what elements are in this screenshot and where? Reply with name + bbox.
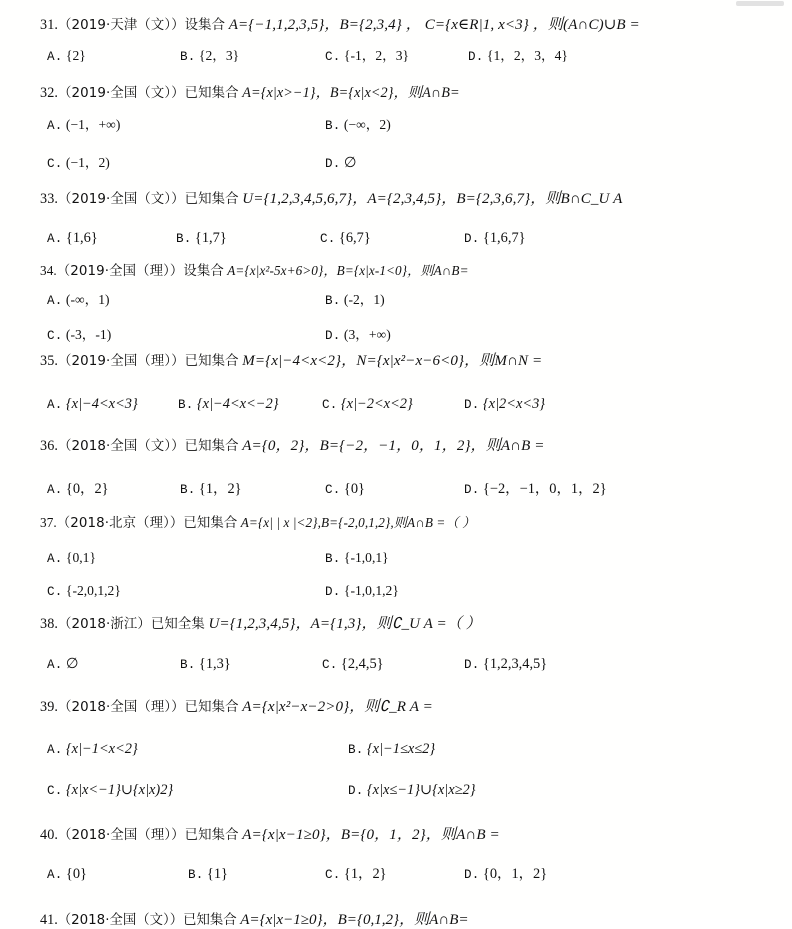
option-d-33[interactable] [464,230,526,247]
option-b-text-32: (−∞，2) [343,117,391,132]
question-formula-37: A={x| | x |<2},B={-2,0,1,2},则A∩B =（ ） [240,515,476,530]
option-a-label-34: A. [47,294,63,308]
options-row-40 [0,866,792,882]
option-c-32[interactable] [47,155,110,172]
option-c-39[interactable] [47,782,173,799]
scrollbar-nub[interactable] [736,1,784,6]
option-c-35[interactable] [322,396,413,413]
option-c-label-34: C. [47,329,63,343]
option-a-37[interactable] [47,550,96,567]
option-b-38[interactable] [180,656,231,673]
question-lead-39: 已知集合 [184,700,239,715]
question-formula-40: A={x|x−1≥0}，B={0，1，2}，则A∩B = [242,827,500,843]
option-d-label-39: D. [348,784,364,798]
question-source-39: （2018·全国（理）） [58,700,185,715]
question-stem-32 [40,85,460,103]
option-c-text-32: (−1，2) [65,155,110,170]
option-c-text-37: {-2,0,1,2} [65,583,121,598]
option-c-text-36: {0} [343,481,365,497]
option-b-31[interactable] [180,48,239,65]
option-c-text-40: {1，2} [343,866,387,882]
option-a-text-36: {0，2} [65,481,109,497]
question-lead-35: 已知集合 [184,354,239,369]
option-b-32[interactable] [325,117,391,134]
options-row-32-top [0,117,792,133]
options-row-39-top [0,741,792,757]
option-d-text-40: {0，1，2} [482,866,548,882]
question-number-41: 41. [40,912,58,928]
question-lead-37: 已知集合 [183,516,238,531]
option-c-label-36: C. [325,483,341,497]
option-d-37[interactable] [325,583,399,600]
question-number-40: 40. [40,827,59,843]
option-a-text-31: {2} [65,48,86,63]
question-source-40: （2018·全国（理）） [58,828,185,843]
option-b-36[interactable] [180,481,242,498]
question-stem-35 [40,352,542,371]
option-a-31[interactable] [47,48,86,65]
option-a-label-35: A. [47,398,63,412]
option-c-40[interactable] [325,866,387,883]
option-c-37[interactable] [47,583,121,600]
option-d-38[interactable] [464,656,547,673]
option-d-label-31: D. [468,50,484,64]
question-source-38: （2018·浙江） [58,617,151,632]
option-a-35[interactable] [47,396,138,413]
option-b-39[interactable] [348,741,435,758]
option-a-text-38: ∅ [65,656,79,672]
option-b-text-35: {x|−4<x<−2} [196,396,279,412]
option-a-text-35: {x|−4<x<3} [65,396,138,412]
option-b-label-33: B. [176,232,192,246]
option-a-text-40: {0} [65,866,87,882]
option-d-text-33: {1,6,7} [482,230,526,246]
option-d-34[interactable] [325,327,391,344]
option-a-label-39: A. [47,743,63,757]
option-d-32[interactable] [325,155,356,172]
option-b-label-40: B. [188,868,204,882]
option-a-39[interactable] [47,741,138,758]
option-c-34[interactable] [47,327,111,344]
option-c-text-39: {x|x<−1}∪{x|x)2} [65,782,174,798]
question-lead-31: 设集合 [184,18,226,33]
question-stem-41 [40,908,469,928]
question-source-32: （2019·全国（文）） [58,86,185,101]
option-c-text-38: {2,4,5} [340,656,384,672]
options-row-31 [0,48,792,64]
option-c-text-34: (-3，-1) [65,327,112,342]
question-source-41: （2018·全国（文）） [57,913,184,928]
options-row-37-bottom [0,583,792,599]
question-formula-35: M={x|−4<x<2}，N={x|x²−x−6<0}，则M∩N = [242,353,543,369]
option-b-text-40: {1} [206,866,228,882]
question-number-34: 34. [40,263,57,278]
option-a-label-37: A. [47,552,63,566]
option-b-label-35: B. [178,398,194,412]
question-number-37: 37. [40,515,57,530]
option-a-40[interactable] [47,866,87,883]
question-lead-32: 已知集合 [184,86,239,101]
question-formula-38: U={1,2,3,4,5}，A={1,3}，则∁_U A =（ ） [208,616,481,632]
question-number-38: 38. [40,616,59,632]
question-stem-36 [40,437,545,456]
option-b-33[interactable] [176,230,227,247]
question-lead-40: 已知集合 [184,828,239,843]
question-number-33: 33. [40,191,59,207]
question-stem-33 [40,190,622,209]
option-b-label-39: B. [348,743,364,757]
question-number-39: 39. [40,699,59,715]
question-formula-41: A={x|x−1≥0}，B={0,1,2}，则A∩B= [240,912,469,928]
question-formula-33: U={1,2,3,4,5,6,7}，A={2,3,4,5}，B={2,3,6,7}，则B∩C_U A [242,191,623,207]
option-a-label-36: A. [47,483,63,497]
question-number-32: 32. [40,85,59,101]
options-row-33 [0,230,792,246]
question-number-36: 36. [40,438,59,454]
option-d-text-39: {x|x≤−1}∪{x|x≥2} [366,782,476,798]
option-c-label-38: C. [322,658,338,672]
option-b-label-37: B. [325,552,341,566]
question-formula-39: A={x|x²−x−2>0}，则∁_R A = [242,699,433,715]
question-stem-40 [40,826,500,845]
option-c-text-31: {-1，2，3} [343,48,410,63]
option-d-text-34: (3，+∞) [343,327,391,342]
option-d-40[interactable] [464,866,547,883]
option-d-text-32: ∅ [343,155,357,171]
question-source-36: （2018·全国（文）） [58,439,185,454]
option-c-label-32: C. [47,157,63,171]
option-b-text-37: {-1,0,1} [343,550,389,565]
option-a-32[interactable] [47,117,120,134]
option-a-34[interactable] [47,292,110,309]
options-row-32-bottom [0,155,792,171]
option-b-text-36: {1，2} [198,481,242,497]
option-b-text-33: {1,7} [194,230,227,246]
options-row-36 [0,481,792,497]
option-b-label-32: B. [325,119,341,133]
question-lead-33: 已知集合 [184,192,239,207]
question-stem-39 [40,698,433,717]
options-row-34-top [0,292,792,308]
option-a-text-34: (-∞，1) [65,292,110,307]
option-d-label-34: D. [325,329,341,343]
option-b-label-36: B. [180,483,196,497]
question-formula-36: A={0，2}，B={−2，−1，0，1，2}，则A∩B = [242,438,545,454]
option-c-label-39: C. [47,784,63,798]
option-c-38[interactable] [322,656,384,673]
option-c-label-35: C. [322,398,338,412]
question-stem-34 [40,263,469,281]
option-d-text-37: {-1,0,1,2} [343,583,399,598]
question-lead-34: 设集合 [183,264,224,279]
question-source-35: （2019·全国（理）） [58,354,185,369]
option-a-38[interactable] [47,656,78,673]
option-d-text-36: {−2，−1，0，1，2} [482,481,607,497]
options-row-34-bottom [0,327,792,343]
option-c-text-35: {x|−2<x<2} [340,396,413,412]
question-lead-38: 已知全集 [150,617,205,632]
option-b-40[interactable] [188,866,228,883]
option-d-label-38: D. [464,658,480,672]
question-stem-38 [40,615,481,634]
option-b-text-39: {x|−1≤x≤2} [366,741,436,757]
option-b-37[interactable] [325,550,389,567]
option-d-label-36: D. [464,483,480,497]
question-source-34: （2019·全国（理）） [56,264,184,279]
option-b-label-31: B. [180,50,196,64]
option-a-text-32: (−1，+∞) [65,117,121,132]
options-row-35 [0,396,792,412]
option-a-text-39: {x|−1<x<2} [65,741,138,757]
option-d-39[interactable] [348,782,475,799]
option-d-label-37: D. [325,585,341,599]
option-a-label-32: A. [47,119,63,133]
option-c-label-33: C. [320,232,336,246]
option-d-label-40: D. [464,868,480,882]
option-b-text-31: {2，3} [198,48,240,63]
option-c-label-31: C. [325,50,341,64]
option-d-36[interactable] [464,481,607,498]
option-a-text-33: {1,6} [65,230,98,246]
option-c-31[interactable] [325,48,409,65]
question-lead-36: 已知集合 [184,439,239,454]
question-formula-32: A={x|x>−1}，B={x|x<2}，则A∩B= [242,85,460,101]
option-b-label-34: B. [325,294,341,308]
question-formula-31: A={−1,1,2,3,5}，B={2,3,4} ， C={x∈R|1, x<3} ，则(A∩C)∪B = [228,17,640,33]
option-a-label-31: A. [47,50,63,64]
option-b-text-38: {1,3} [198,656,231,672]
option-d-text-31: {1，2，3，4} [486,48,568,63]
option-a-text-37: {0,1} [65,550,96,565]
option-d-text-35: {x|2<x<3} [482,396,546,412]
option-b-text-34: (-2，1) [343,292,385,307]
option-a-label-38: A. [47,658,63,672]
option-d-label-35: D. [464,398,480,412]
option-d-text-38: {1,2,3,4,5} [482,656,548,672]
option-b-34[interactable] [325,292,385,309]
option-a-label-40: A. [47,868,63,882]
question-formula-34: A={x|x²-5x+6>0}，B={x|x-1<0}，则A∩B= [227,263,469,278]
question-source-33: （2019·全国（文）） [58,192,185,207]
option-d-31[interactable] [468,48,568,65]
option-d-35[interactable] [464,396,545,413]
question-stem-31 [40,16,640,35]
options-row-38 [0,656,792,672]
option-a-36[interactable] [47,481,109,498]
option-d-label-33: D. [464,232,480,246]
options-row-37-top [0,550,792,566]
option-c-text-33: {6,7} [338,230,371,246]
option-c-33[interactable] [320,230,371,247]
options-row-39-bottom [0,782,792,798]
option-a-33[interactable] [47,230,98,247]
option-c-label-37: C. [47,585,63,599]
question-number-35: 35. [40,353,59,369]
option-d-label-32: D. [325,157,341,171]
option-c-label-40: C. [325,868,341,882]
question-number-31: 31. [40,17,59,33]
question-source-31: （2019·天津（文）） [58,18,185,33]
question-stem-37 [40,515,475,533]
option-a-label-33: A. [47,232,63,246]
question-lead-41: 已知集合 [183,913,237,928]
option-c-36[interactable] [325,481,365,498]
question-source-37: （2018·北京（理）） [56,516,184,531]
option-b-35[interactable] [178,396,279,413]
option-b-label-38: B. [180,658,196,672]
